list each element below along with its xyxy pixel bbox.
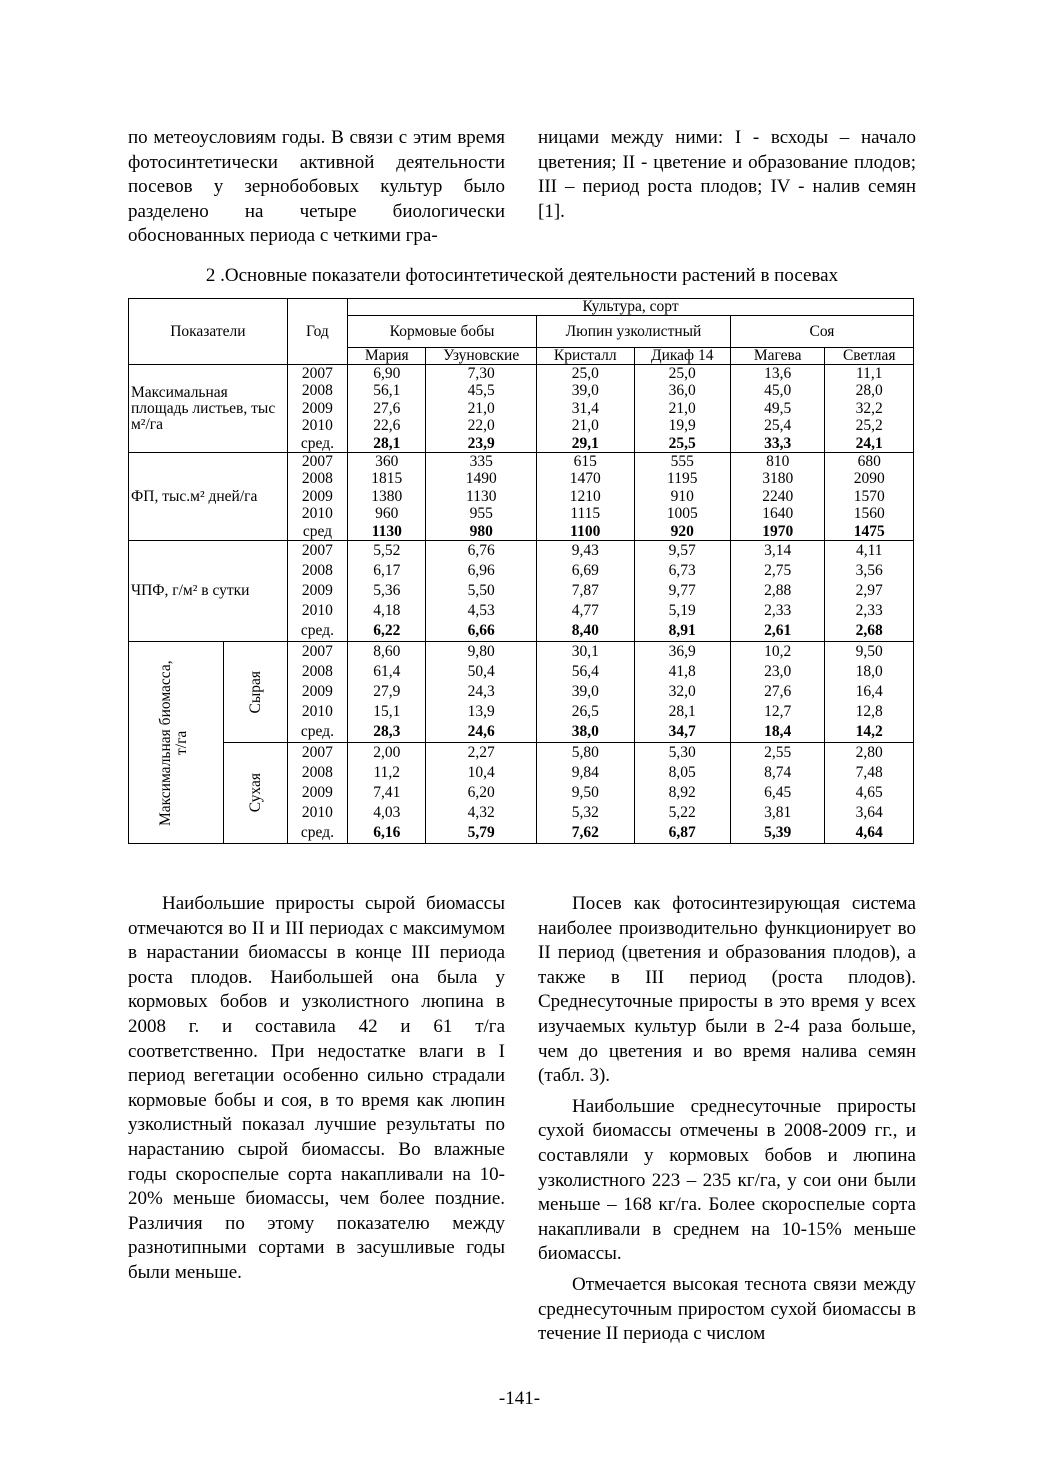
- value-cell: 8,91: [668, 622, 696, 640]
- value-cell: 2007: [301, 365, 333, 382]
- value-column-cell: [825, 541, 914, 642]
- value-cell: 2008: [301, 562, 333, 580]
- value-cell: 360: [375, 453, 399, 471]
- value-cell: 810: [766, 453, 790, 471]
- value-cell: 39,0: [571, 382, 599, 400]
- value-column-cell: [730, 453, 824, 541]
- variety-header: Дикаф 14: [634, 348, 730, 365]
- value-cell: 38,0: [571, 723, 599, 741]
- value-cell: 10,2: [764, 643, 792, 661]
- biomass-sublabel-cell: [224, 743, 287, 844]
- value-cell: 2009: [301, 582, 333, 600]
- value-column-cell: [825, 743, 914, 844]
- value-cell: 9,43: [571, 542, 599, 560]
- value-cell: 3,14: [764, 542, 792, 560]
- value-cell: 1130: [371, 522, 402, 540]
- top-left-paragraph: [128, 126, 505, 249]
- value-column-cell: [426, 743, 537, 844]
- value-cell: 2,75: [764, 562, 792, 580]
- header-soy: Соя: [730, 316, 913, 348]
- value-cell: 18,4: [764, 723, 792, 741]
- value-cell: 32,0: [668, 683, 696, 701]
- value-cell: 2,80: [855, 744, 883, 762]
- value-cell-stack: [287, 743, 347, 844]
- value-cell: 14,2: [855, 723, 883, 741]
- value-cell: 7,30: [467, 365, 495, 382]
- value-cell: 4,32: [467, 804, 495, 822]
- value-column-cell: [634, 541, 730, 642]
- value-cell: 18,0: [855, 663, 883, 681]
- value-column-cell: [348, 365, 426, 453]
- value-cell: 9,57: [668, 542, 696, 560]
- value-cell: 5,50: [467, 582, 495, 600]
- value-cell: 2007: [301, 744, 333, 762]
- value-cell: 2,33: [855, 602, 883, 620]
- value-cell: 12,7: [764, 703, 792, 721]
- value-cell: 980: [469, 522, 493, 540]
- value-cell: 9,77: [668, 582, 696, 600]
- value-cell: 27,6: [764, 683, 792, 701]
- value-cell: 26,5: [571, 703, 599, 721]
- value-cell: 25,0: [668, 365, 696, 382]
- page-number: -141-: [498, 1388, 541, 1409]
- paragraph: Посев как фотосинтезирующая система наиболее производительно функционирует во II период (цветения и образования плодов), а также в III период (роста плодов). Среднесуточные приросты в это время у всех изучаемых культур были в 2-4 раза больше, чем до цветения и во время налива семян (табл. 3).: [538, 893, 916, 1087]
- value-cell: 1130: [466, 487, 497, 505]
- value-column-cell: [426, 642, 537, 743]
- value-cell: 28,1: [373, 434, 401, 452]
- value-cell: 1570: [853, 487, 885, 505]
- value-cell: 4,03: [373, 804, 401, 822]
- value-cell: 32,2: [855, 399, 883, 417]
- value-cell: 2008: [301, 663, 333, 681]
- value-cell: 2,97: [855, 582, 883, 600]
- value-cell: 920: [670, 522, 694, 540]
- value-cell: 30,1: [571, 643, 599, 661]
- value-cell: 2,88: [764, 582, 792, 600]
- value-cell: сред.: [300, 434, 334, 452]
- value-cell: 1100: [570, 522, 601, 540]
- value-cell: 39,0: [571, 683, 599, 701]
- value-cell: 1380: [371, 487, 403, 505]
- value-cell: 25,4: [764, 417, 792, 435]
- value-column-cell: [730, 642, 824, 743]
- value-column-cell: [426, 453, 537, 541]
- value-cell: 3,81: [764, 804, 792, 822]
- value-cell: 6,45: [764, 784, 792, 802]
- value-column-cell: [730, 743, 824, 844]
- value-cell: 3,56: [855, 562, 883, 580]
- value-cell-stack: [287, 365, 347, 453]
- value-column-cell: [634, 743, 730, 844]
- value-cell: 1815: [371, 470, 403, 488]
- value-cell: 2009: [301, 683, 333, 701]
- bottom-left-paragraph: [128, 892, 505, 1286]
- value-cell: 29,1: [571, 434, 599, 452]
- value-cell: 21,0: [571, 417, 599, 435]
- value-cell: 2,00: [373, 744, 401, 762]
- value-cell: 2007: [301, 542, 333, 560]
- biomass-label: Максимальная биомасса, т/га: [157, 659, 191, 826]
- value-cell: 5,79: [467, 824, 495, 842]
- value-cell: 56,4: [571, 663, 599, 681]
- value-cell: 1490: [465, 470, 497, 488]
- value-cell: 955: [469, 505, 493, 523]
- value-cell: 23,0: [764, 663, 792, 681]
- value-cell: 36,0: [668, 382, 696, 400]
- value-column-cell: [825, 365, 914, 453]
- value-cell: 7,87: [571, 582, 599, 600]
- value-cell: 555: [670, 453, 694, 471]
- value-cell: 7,41: [373, 784, 401, 802]
- value-cell: 34,7: [668, 723, 696, 741]
- variety-header: Мария: [348, 348, 426, 365]
- value-cell: 7,62: [571, 824, 599, 842]
- value-cell: 45,5: [467, 382, 495, 400]
- variety-header: Магева: [730, 348, 824, 365]
- biomass-sublabel-cell: [224, 642, 287, 743]
- value-cell: 615: [573, 453, 597, 471]
- value-cell: 680: [857, 453, 881, 471]
- value-column-cell: [537, 453, 634, 541]
- value-cell: 6,66: [467, 622, 495, 640]
- value-column-cell: [634, 642, 730, 743]
- indicator-label: Максимальная площадь листьев, тыс м²/га: [129, 365, 288, 453]
- value-cell: 2,27: [467, 744, 495, 762]
- value-cell: 4,64: [855, 824, 883, 842]
- value-cell: 2,61: [764, 622, 792, 640]
- value-cell: 2240: [762, 487, 794, 505]
- value-cell: 24,3: [467, 683, 495, 701]
- header-indicators: Показатели: [129, 299, 288, 365]
- value-cell: 6,90: [373, 365, 401, 382]
- value-cell: 2010: [301, 417, 333, 435]
- paragraph: ницами между ними: I - всходы – начало цветения; II - цветение и образование плодов; III – период роста плодов; IV - налив семян [1].: [538, 127, 916, 222]
- value-cell: 28,0: [855, 382, 883, 400]
- value-cell: 5,32: [571, 804, 599, 822]
- value-column-cell: [537, 642, 634, 743]
- value-cell: 7,48: [855, 764, 883, 782]
- value-cell: 3180: [762, 470, 794, 488]
- value-cell: 960: [375, 505, 399, 523]
- value-cell: 4,77: [571, 602, 599, 620]
- value-cell: 6,16: [373, 824, 401, 842]
- value-cell: 6,22: [373, 622, 401, 640]
- paragraph: Наибольшие среднесуточные приросты сухой биомассы отмечены в 2008-2009 гг., и составляли у кормовых бобов и люпина узколистного 223 – 235 кг/га, у сои они были меньше – 168 кг/га. Более скороспелые сорта накапливали в среднем на 10-15% меньше биомассы.: [538, 1095, 916, 1265]
- value-cell: 2009: [301, 399, 333, 417]
- value-cell: 21,0: [668, 399, 696, 417]
- value-cell: 5,52: [373, 542, 401, 560]
- value-cell: 2008: [301, 764, 333, 782]
- value-cell: 19,9: [668, 417, 696, 435]
- value-cell: 28,1: [668, 703, 696, 721]
- value-column-cell: [634, 453, 730, 541]
- value-cell: 2007: [301, 643, 333, 661]
- value-cell: 50,4: [467, 663, 495, 681]
- paragraph: Отмечается высокая теснота связи между среднесуточным приростом сухой биомассы в течение II периода с числом: [538, 1273, 916, 1345]
- value-cell: 13,9: [467, 703, 495, 721]
- value-cell: 9,80: [467, 643, 495, 661]
- value-cell: 33,3: [764, 434, 792, 452]
- value-column-cell: [825, 642, 914, 743]
- value-cell: 5,80: [571, 744, 599, 762]
- value-column-cell: [537, 365, 634, 453]
- value-cell: 6,20: [467, 784, 495, 802]
- value-cell: 5,30: [668, 744, 696, 762]
- value-cell: 1640: [762, 505, 794, 523]
- value-cell: 56,1: [373, 382, 401, 400]
- value-cell: 24,1: [855, 434, 883, 452]
- value-cell: 21,0: [467, 399, 495, 417]
- value-cell: 1970: [762, 522, 794, 540]
- value-cell: 6,96: [467, 562, 495, 580]
- value-cell: 6,17: [373, 562, 401, 580]
- value-cell: сред: [302, 522, 333, 540]
- value-cell: 2010: [301, 602, 333, 620]
- value-column-cell: [537, 743, 634, 844]
- variety-header: Кристалл: [537, 348, 634, 365]
- value-column-cell: [348, 743, 426, 844]
- value-cell: 25,2: [855, 417, 883, 435]
- value-cell: 1005: [666, 505, 698, 523]
- value-cell: 61,4: [373, 663, 401, 681]
- value-cell: 5,19: [668, 602, 696, 620]
- value-cell: 910: [670, 487, 694, 505]
- value-cell: 11,1: [855, 365, 883, 382]
- value-cell: 13,6: [764, 365, 792, 382]
- variety-header: Светлая: [825, 348, 914, 365]
- indicator-label: ЧПФ, г/м² в сутки: [129, 541, 288, 642]
- value-cell: 9,84: [571, 764, 599, 782]
- value-cell: 335: [469, 453, 493, 471]
- header-year: Год: [287, 299, 347, 365]
- value-column-cell: [730, 365, 824, 453]
- value-cell: 3,64: [855, 804, 883, 822]
- value-cell: 1195: [667, 470, 698, 488]
- value-cell: 25,0: [571, 365, 599, 382]
- value-cell: 6,87: [668, 824, 696, 842]
- value-cell: 27,9: [373, 683, 401, 701]
- value-column-cell: [730, 541, 824, 642]
- value-cell: 2008: [301, 470, 333, 488]
- value-cell: 6,69: [571, 562, 599, 580]
- value-cell: 1115: [570, 505, 601, 523]
- value-cell: 1210: [569, 487, 601, 505]
- value-cell: 5,39: [764, 824, 792, 842]
- value-cell: 16,4: [855, 683, 883, 701]
- value-cell: 9,50: [571, 784, 599, 802]
- header-beans: Кормовые бобы: [348, 316, 537, 348]
- value-cell: 2009: [301, 784, 333, 802]
- value-column-cell: [426, 541, 537, 642]
- value-cell: 2090: [853, 470, 885, 488]
- value-cell: 2010: [301, 703, 333, 721]
- value-cell: 45,0: [764, 382, 792, 400]
- value-cell: 41,8: [668, 663, 696, 681]
- value-cell-stack: [287, 453, 347, 541]
- table-caption: 2 .Основные показатели фотосинтетической деятельности растений в посевах: [205, 265, 839, 286]
- value-cell: 24,6: [467, 723, 495, 741]
- value-cell: 2009: [301, 487, 333, 505]
- biomass-sublabel: Сухая: [246, 773, 264, 813]
- value-column-cell: [348, 642, 426, 743]
- value-cell: 11,2: [373, 764, 401, 782]
- data-table: [128, 298, 914, 844]
- value-cell: 1470: [569, 470, 601, 488]
- value-cell: 5,22: [668, 804, 696, 822]
- value-cell: 8,92: [668, 784, 696, 802]
- value-cell: 4,65: [855, 784, 883, 802]
- biomass-label-cell: [129, 642, 224, 844]
- value-cell: 2008: [301, 382, 333, 400]
- value-cell: 1560: [853, 505, 885, 523]
- biomass-sublabel: Сырая: [246, 670, 264, 714]
- value-cell: 2007: [301, 453, 333, 471]
- value-column-cell: [426, 365, 537, 453]
- value-column-cell: [348, 453, 426, 541]
- value-cell: 31,4: [571, 399, 599, 417]
- value-cell: сред.: [300, 622, 334, 640]
- value-cell: 10,4: [467, 764, 495, 782]
- value-cell: 1475: [853, 522, 885, 540]
- value-column-cell: [825, 453, 914, 541]
- value-cell: 2010: [301, 505, 333, 523]
- value-cell-stack: [287, 541, 347, 642]
- value-cell: 28,3: [373, 723, 401, 741]
- value-column-cell: [634, 365, 730, 453]
- value-column-cell: [537, 541, 634, 642]
- value-cell: 2,33: [764, 602, 792, 620]
- value-cell: сред.: [300, 723, 334, 741]
- header-culture: Культура, сорт: [348, 299, 914, 316]
- top-right-paragraph: [538, 126, 916, 224]
- indicator-label: ФП, тыс.м² дней/га: [129, 453, 288, 541]
- value-cell: 8,74: [764, 764, 792, 782]
- value-cell: 23,9: [467, 434, 495, 452]
- value-cell: 22,6: [373, 417, 401, 435]
- value-cell: 15,1: [373, 703, 401, 721]
- paragraph: по метеоусловиям годы. В связи с этим время фотосинтетически активной деятельности посевов у зернобобовых культур было разделено на четыре биологически обоснованных периода с четкими гра-: [128, 127, 505, 247]
- value-cell: 6,76: [467, 542, 495, 560]
- value-cell: 9,50: [855, 643, 883, 661]
- value-column-cell: [348, 541, 426, 642]
- value-cell: 6,73: [668, 562, 696, 580]
- value-cell: 22,0: [467, 417, 495, 435]
- value-cell: сред.: [300, 824, 334, 842]
- value-cell: 36,9: [668, 643, 696, 661]
- value-cell-stack: [287, 642, 347, 743]
- value-cell: 12,8: [855, 703, 883, 721]
- value-cell: 8,05: [668, 764, 696, 782]
- value-cell: 2,68: [855, 622, 883, 640]
- value-cell: 2,55: [764, 744, 792, 762]
- value-cell: 5,36: [373, 582, 401, 600]
- value-cell: 2010: [301, 804, 333, 822]
- value-cell: 8,60: [373, 643, 401, 661]
- value-cell: 49,5: [764, 399, 792, 417]
- value-cell: 27,6: [373, 399, 401, 417]
- value-cell: 25,5: [668, 434, 696, 452]
- variety-header: Узуновские: [426, 348, 537, 365]
- value-cell: 4,11: [855, 542, 883, 560]
- bottom-right-paragraphs: [538, 892, 916, 1347]
- value-cell: 4,18: [373, 602, 401, 620]
- value-cell: 4,53: [467, 602, 495, 620]
- header-lupin: Люпин узколистный: [537, 316, 731, 348]
- paragraph: Наибольшие приросты сырой биомассы отмечаются во II и III периодах с максимумом в нарастании биомассы в конце III периода роста плодов. Наибольшей она была у кормовых бобов и узколистного люпина в 2008 г. и составила 42 и 61 т/га соответственно. При недостатке влаги в I период вегетации особенно сильно страдали кормовые бобы и соя, в то время как люпин узколистный показал лучшие результаты по нарастанию сырой биомассы. Во влажные годы скороспелые сорта накапливали на 10-20% меньше биомассы, чем более поздние. Различия по этому показателю между разнотипными сортами в засушливые годы были меньше.: [128, 893, 505, 1283]
- value-cell: 8,40: [571, 622, 599, 640]
